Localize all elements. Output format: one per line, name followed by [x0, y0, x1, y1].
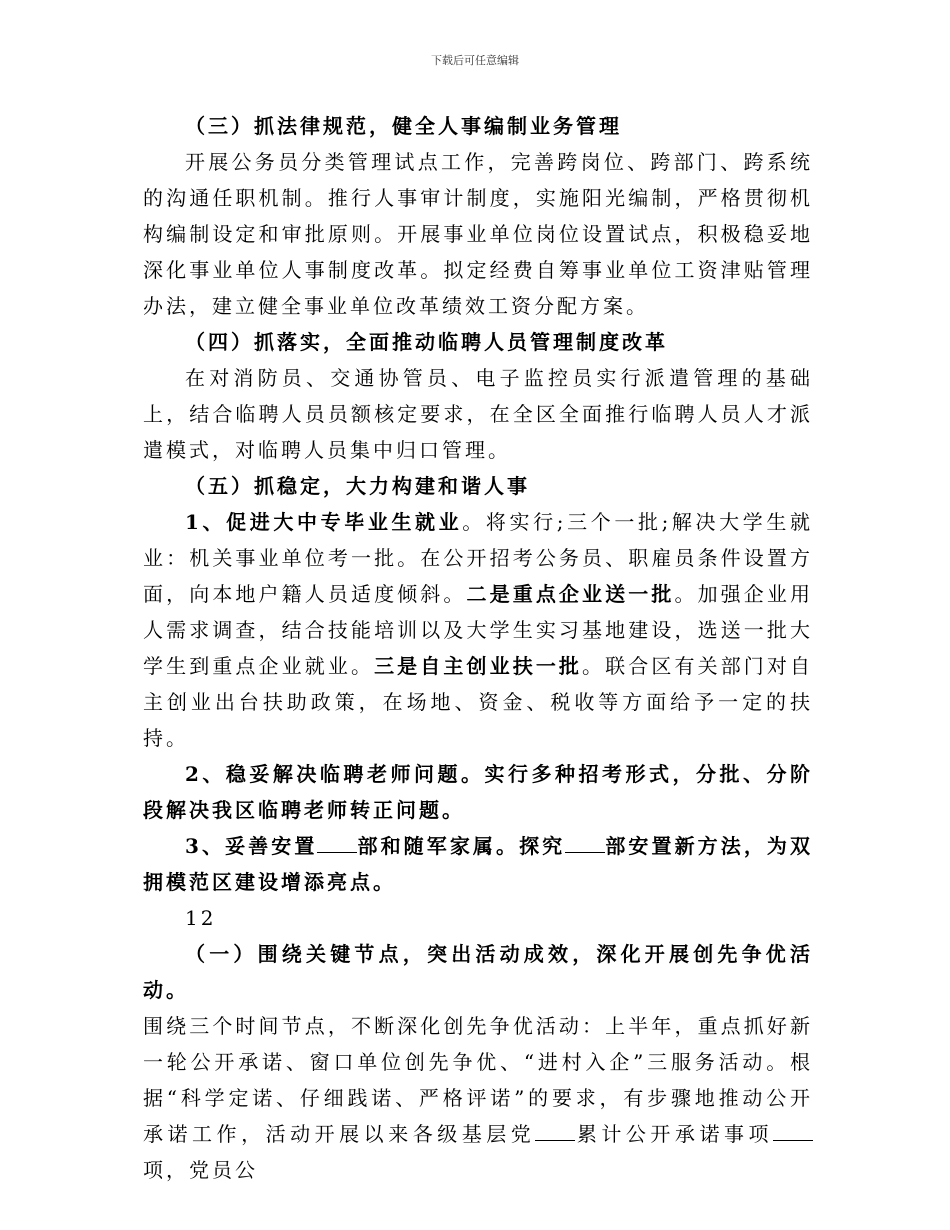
- section-1-body: [143, 1008, 813, 1188]
- section-4-title: （四）抓落实，全面推动临聘人员管理制度改革: [185, 330, 668, 354]
- section-5-title: （五）抓稳定，大力构建和谐人事: [185, 474, 530, 498]
- section-1-text-b: 累计公开承诺事项: [575, 1122, 774, 1146]
- page-header: 下载后可任意编辑: [431, 54, 519, 67]
- section-4-body: 在对消防员、交通协管员、电子监控员实行派遣管理的基础上，结合临聘人员员额核定要求，在全区全面推行临聘人员人才派遣模式，对临聘人员集中归口管理。: [143, 366, 813, 462]
- item-1-heading: 1、促进大中专毕业生就业: [185, 510, 463, 534]
- item-3-text-c: 部安置新方法，为双拥模范区建设增添亮点。: [143, 834, 814, 894]
- section-1-title: （一）围绕关键节点，突出活动成效，深化开展创先争优活动。: [143, 942, 813, 1002]
- section-3-body: 开展公务员分类管理试点工作，完善跨岗位、跨部门、跨系统的沟通任职机制。推行人事审计制度，实施阳光编制，严格贯彻机构编制设定和审批原则。开展事业单位岗位设置试点，积极稳妥地深化事业单位人事制度改革。拟定经费自筹事业单位工资津贴管理办法，建立健全事业单位改革绩效工资分配方案。: [143, 150, 813, 318]
- item-2-paragraph: 2、稳妥解决临聘老师问题。实行多种招考形式，分批、分阶段解决我区临聘老师转正问题。: [143, 762, 813, 822]
- item-3-paragraph: [143, 828, 813, 900]
- document-body: [143, 108, 813, 1188]
- section-1-text-c: 项，党员公: [143, 1158, 258, 1182]
- blank-underline: [565, 832, 605, 853]
- blank-underline: [535, 1120, 575, 1141]
- item-1-text-c: 。联合区有关部门对自主创业出台扶助政策，在场地、资金、税收等方面给予一定的扶持。: [143, 654, 814, 750]
- blank-underline: [317, 832, 357, 853]
- section-1-text-a: 围绕三个时间节点，不断深化创先争优活动：上半年，重点抓好新一轮公开承诺、窗口单位创先争优、“进村入企”三服务活动。根据“科学定诺、仔细践诺、严格评诺”的要求，有步骤地推动公开承诺工作，活动开展以来各级基层党: [143, 1014, 813, 1146]
- item-1-heading-c: 三是自主创业扶一批: [374, 654, 583, 678]
- item-1-text-b: 。加强企业用人需求调查，结合技能培训以及大学生实习基地建设，选送一批大学生到重点企业就业。: [143, 582, 814, 678]
- item-1-text-a: 。将实行;三个一批;解决大学生就业：机关事业单位考一批。在公开招考公务员、职雇员条件设置方面，向本地户籍人员适度倾斜。: [143, 510, 813, 606]
- item-3-text-a: 3、妥善安置: [185, 834, 318, 858]
- item-1-paragraph: [143, 504, 813, 756]
- section-3-title: （三）抓法律规范，健全人事编制业务管理: [185, 114, 622, 138]
- section-number: 12: [185, 906, 217, 930]
- item-3-text-b: 部和随军家属。探究: [357, 834, 566, 858]
- blank-underline: [773, 1120, 813, 1141]
- item-1-heading-b: 二是重点企业送一批: [466, 582, 675, 606]
